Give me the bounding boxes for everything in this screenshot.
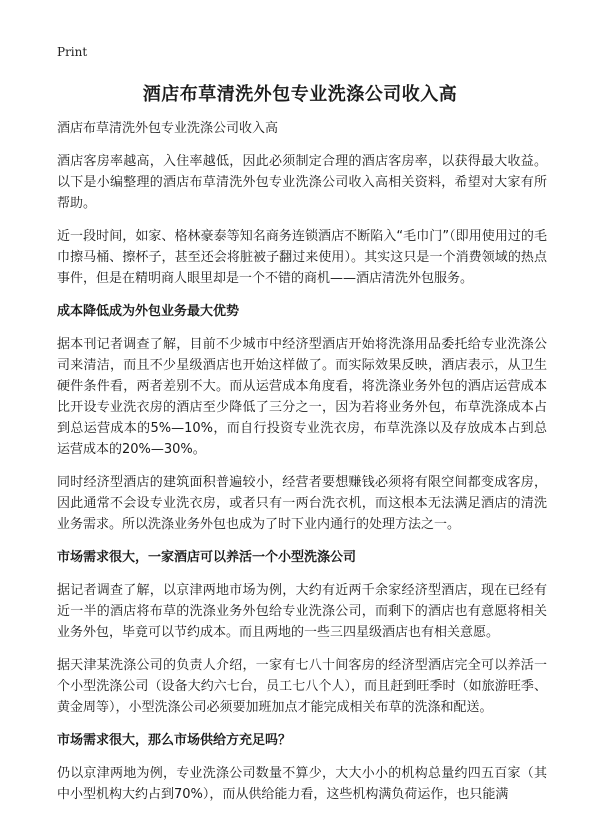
section-heading: 市场需求很大，一家酒店可以养活一个小型洗涤公司 [57, 550, 357, 565]
article-body [57, 118, 547, 817]
section-paragraph: 据记者调查了解，以京津两地市场为例，大约有近两千余家经济型酒店，现在已经有近一半的酒店将布草的洗涤业务外包给专业洗涤公司，而剩下的酒店也有意愿将相关业务外包，毕竟可以节约成本。而且两地的一些三四星级酒店也有相关意愿。 [57, 583, 547, 640]
intro-paragraph: 近一段时间，如家、格林豪泰等知名商务连锁酒店不断陷入“毛巾门”（即用使用过的毛巾擦马桶、擦杯子，甚至还会将脏被子翻过来使用）。其实这只是一个消费领域的热点事件，但是在精明商人眼里却是一个不错的商机——酒店清洗外包服务。 [57, 229, 547, 286]
section-heading: 市场需求很大，那么市场供给方充足吗？ [57, 733, 292, 748]
article-subtitle: 酒店布草清洗外包专业洗涤公司收入高 [57, 121, 279, 136]
section-paragraph: 据本刊记者调查了解，目前不少城市中经济型酒店开始将洗涤用品委托给专业洗涤公司来清洁，而且不少星级酒店也开始这样做了。而实际效果反映，酒店表示，从卫生硬件条件看，两者差别不大。而从运营成本角度看，将洗涤业务外包的酒店运营成本比开设专业洗衣房的酒店至少降低了三分之一，因为若将业务外包，布草洗涤成本占到总运营成本的5%—10%，而自行投资专业洗衣房，布草洗涤以及存放成本占到总运营成本的20%—30%。 [57, 337, 547, 457]
section-paragraph: 据天津某洗涤公司的负责人介绍，一家有七八十间客房的经济型酒店完全可以养活一个小型洗涤公司（设备大约六七台，员工七八个人），而且赶到旺季时（如旅游旺季、黄金周等），小型洗涤公司必须要加班加点才能完成相关布草的洗涤和配送。 [57, 658, 547, 715]
page-title: 酒店布草清洗外包专业洗涤公司收入高 [142, 84, 458, 105]
intro-paragraph: 酒店客房率越高，入住率越低，因此必须制定合理的酒店客房率，以获得最大收益。以下是小编整理的酒店布草清洗外包专业洗涤公司收入高相关资料，希望对大家有所帮助。 [57, 154, 547, 211]
print-link[interactable]: Print [57, 45, 88, 59]
section-paragraph: 同时经济型酒店的建筑面积普遍较小，经营者要想赚钱必须将有限空间都变成客房，因此通常不会设专业洗衣房，或者只有一两台洗衣机，而这根本无法满足酒店的清洗业务需求。所以洗涤业务外包也成为了时下业内通行的处理方法之一。 [57, 475, 547, 532]
section-heading: 成本降低成为外包业务最大优势 [57, 304, 240, 319]
section-paragraph: 仍以京津两地为例，专业洗涤公司数量不算少，大大小小的机构总量约四五百家（其中小型机构大约占到70%），而从供给能力看，这些机构满负荷运作，也只能满 [57, 766, 547, 802]
